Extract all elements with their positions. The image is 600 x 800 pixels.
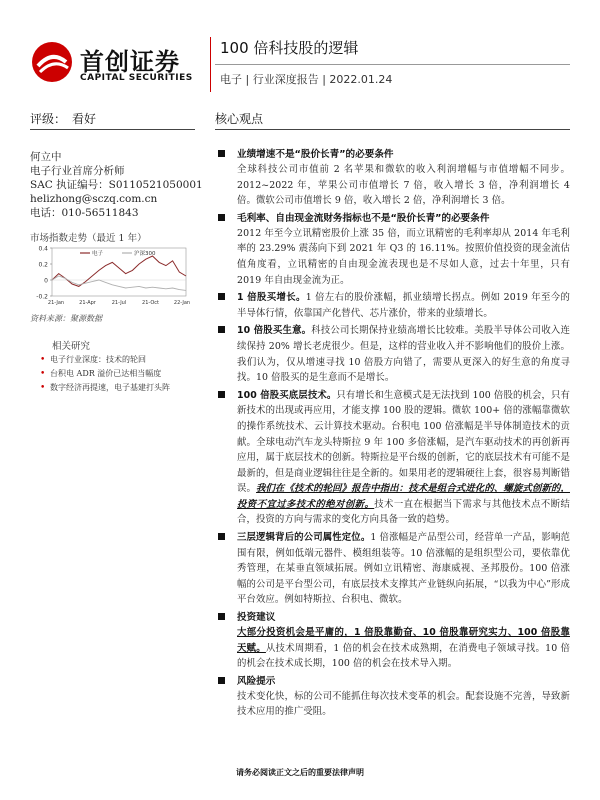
company-logo	[30, 40, 205, 90]
analyst-role: 电子行业首席分析师	[30, 165, 125, 177]
bullet-icon	[218, 613, 225, 620]
related-research-list	[40, 353, 200, 395]
point-highlight: 大部分投资机会是平庸的，1 倍股靠勤奋、10 倍股靠研究实力、100 倍股靠天赋。	[237, 627, 570, 654]
core-view-title: 核心观点	[215, 112, 264, 126]
point-10x	[215, 323, 570, 385]
point-text: 技术变化快，标的公司不能抓住每次技术变革的机会。配套设施不完善，导致新技术应用的推广受阻。	[237, 690, 570, 718]
chart-title: 市场指数走势（最近 1 年）	[30, 233, 147, 244]
bullet-icon	[218, 533, 225, 540]
analyst-info	[30, 150, 203, 220]
logo-english-name: CAPITAL SECURITIES	[80, 73, 193, 83]
bullet-icon	[218, 214, 225, 221]
point-lead: 10 倍股买生意。	[237, 325, 312, 337]
point-margin	[215, 211, 570, 288]
point-title: 业绩增速不是“股价长青”的必要条件	[237, 149, 394, 160]
point-text: 科技公司长期保持业绩高增长比较难。美股半导体公司收入连续保持 20% 增长老虎很少。但是，这样的营业收入并不影响他们的股价上涨。我们认为，仅从增速寻找 10 倍股方向错了，需要从更深入的好生意的角度寻找。10 倍股买的是生意而不是增长。	[237, 325, 570, 384]
y-tick-label: 0.4	[38, 245, 48, 253]
title-underline	[215, 64, 570, 65]
analyst-name: 何立中	[30, 151, 62, 163]
bullet-icon	[218, 391, 225, 398]
related-item[interactable]: • 数字经济再提速，电子基建打头阵	[40, 381, 200, 395]
point-text: 只有增长和生意模式是无法找到 100 倍股的机会，只有新技术的出现或再应用，才能支撑 100 股的逻辑。微软 100+ 倍的涨幅靠微软的操作系统技术、云计算技术驱动。台积电 100 倍涨幅是半导体制造技术的贡献。全球电动汽车龙头特斯拉 9 年 100 多倍涨幅，是汽车驱动技术的再创新再应用，属于底层技术的创新。特斯拉是平台级的创新，它的底层技术有可能不是最新的，但是商业逻辑往往是全新的。如果用老的逻辑硬往上套，很容易判断错误。	[237, 389, 570, 495]
point-highlight: 我们在《技术的轮回》报告中指出：技术是组合式进化的、螺旋式创新的，投资不宜过多技术的绝对创新。	[237, 483, 570, 510]
logo-chinese-name: 首创证券	[80, 48, 180, 76]
analyst-license: SAC 执证编号：S0110521050001	[30, 179, 203, 191]
y-tick-label: -0.2	[36, 293, 48, 301]
bullet-icon	[218, 150, 225, 157]
report-meta: 电子 | 行业深度报告 | 2022.01.24	[220, 73, 393, 86]
legend-label: 电子	[92, 251, 104, 257]
legend-label: 沪深300	[134, 251, 156, 257]
report-title: 100 倍科技股的逻辑	[220, 39, 359, 57]
point-text: 2012 年至今立讯精密股价上涨 35 倍，而立讯精密的毛利率却从 2014 年毛利率的 23.29% 震荡向下到 2021 年 Q3 的 16.11%。按照价值投资的现金流估值角度看，立讯精密的自由现金流表现也是不尽如人意，过去十年里，只有 2019 年自由现金流为正。	[237, 227, 570, 286]
bullet-icon	[218, 677, 225, 684]
core-view-bar	[215, 110, 570, 128]
point-company-type	[215, 530, 570, 608]
point-lead: 100 倍股买底层技术。	[237, 389, 337, 401]
point-lead: 三层逻辑背后的公司属性定位。	[237, 532, 371, 544]
related-item[interactable]: • 台积电 ADR 溢价已达相当幅度	[40, 367, 200, 381]
header-divider	[210, 37, 211, 92]
series-line-electronics	[52, 256, 186, 286]
analyst-phone: 电话：010-56511843	[30, 207, 139, 219]
analyst-email[interactable]: helizhong@sczq.com.cn	[30, 193, 158, 205]
rating-bar	[30, 110, 195, 128]
x-tick-label: 21-Jan	[47, 300, 65, 306]
point-100x	[215, 388, 570, 528]
point-investment-advice	[215, 610, 570, 672]
market-index-chart	[30, 244, 190, 306]
y-tick-label: 0.2	[38, 261, 48, 269]
point-lead: 1 倍股买增长。	[237, 292, 306, 304]
x-tick-label: 21-Oct	[142, 300, 159, 306]
point-tail: 从技术周期看，1 倍的机会在技术成熟期，在消费电子领域寻找。10 倍的机会在技术成长期，100 倍的机会在技术导入期。	[237, 642, 570, 670]
series-line-csi300	[52, 276, 186, 290]
rating-label: 评级：	[30, 112, 67, 126]
bullet-icon	[218, 326, 225, 333]
logo-mark-icon	[30, 40, 74, 84]
x-tick-label: 22-Jan	[173, 300, 190, 306]
bullet-icon	[218, 293, 225, 300]
x-tick-label: 21-Jul	[111, 300, 127, 306]
related-item[interactable]: • 电子行业深度：技术的轮回	[40, 353, 200, 367]
point-growth	[215, 147, 570, 209]
rating-value: 看好	[72, 112, 97, 126]
x-tick-label: 21-Apr	[79, 300, 96, 306]
point-risk	[215, 674, 570, 720]
point-text: 1 倍左右的股价涨幅，抓业绩增长拐点。例如 2019 年至今的半导体行情，依靠国产化替代、芯片涨价，带来的业绩增长。	[237, 292, 570, 319]
y-tick-label: 0	[44, 277, 48, 285]
point-1x	[215, 290, 570, 321]
legal-footer: 请务必阅读正文之后的重要法律声明	[236, 768, 364, 777]
point-title: 投资建议	[237, 612, 276, 624]
point-text: 全球科技公司市值前 2 名苹果和微软的收入利润增幅与市值增幅不同步。2012~2022 年，苹果公司市值增长 7 倍，收入增长 3 倍，净利润增长 4 倍。微软公司市值增长 9 倍，收入增长 2 倍，净利润增长 3 倍。	[237, 164, 570, 207]
point-title: 毛利率、自由现金流财务指标也不是“股价长青”的必要条件	[237, 212, 490, 224]
point-title: 风险提示	[237, 675, 276, 687]
point-tail: 技术一直在根据当下需求与其他技术点不断结合，投资的方向与需求的变化方向具备一致的趋势。	[237, 498, 570, 526]
point-text: 1 倍涨幅是产品型公司，经营单一产品，影响范围有限，例如低端元器件、模组组装等。10 倍涨幅的是组织型公司，要依靠优秀管理，在某垂直领域拓展。例如立讯精密、海康威视、圣邦股份。100 倍涨幅的公司是平台型公司，有底层技术支撑其产业链纵向拓展，“以我为中心”形成平台效应。例如特斯拉、台积电、微软。	[237, 532, 570, 606]
core-points	[215, 147, 570, 722]
chart-source: 资料来源：聚源数据	[30, 314, 102, 323]
related-research-title: 相关研究	[52, 341, 91, 352]
